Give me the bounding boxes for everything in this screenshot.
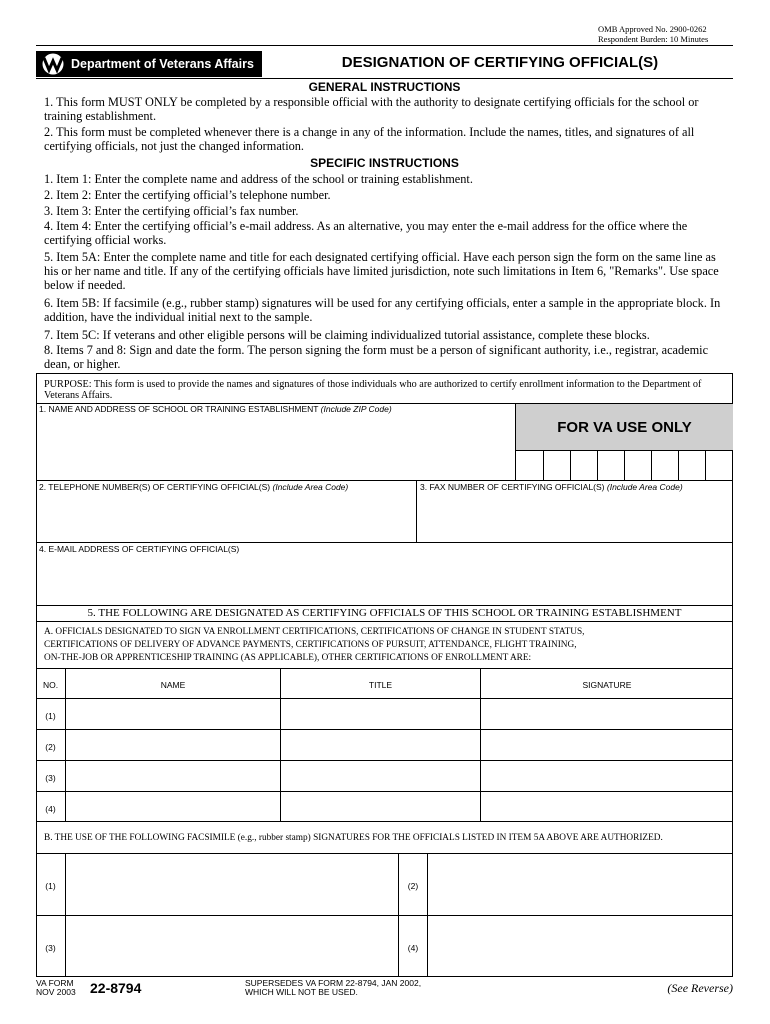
facsimile-signature-field[interactable] bbox=[66, 916, 398, 977]
omb-number: OMB Approved No. 2900-0262 bbox=[598, 24, 707, 34]
facsimile-signature-field[interactable] bbox=[66, 854, 398, 915]
form-title: DESIGNATION OF CERTIFYING OFFICIAL(S) bbox=[341, 54, 659, 71]
specific-instruction-4: 4. Item 4: Enter the certifying official’s e-mail address. As an alternative, you may enter the e-mail address for the office where the certifying official works. bbox=[44, 219, 688, 247]
specific-instruction-1: 1. Item 1: Enter the complete name and address of the school or training establishment. bbox=[44, 172, 473, 186]
specific-instruction-2: 2. Item 2: Enter the certifying official’s telephone number. bbox=[44, 188, 331, 202]
general-instructions-heading: GENERAL INSTRUCTIONS bbox=[308, 80, 461, 94]
row-number: (2) bbox=[45, 742, 56, 752]
facsimile-signature-field[interactable] bbox=[428, 854, 732, 915]
column-title: TITLE bbox=[368, 680, 393, 690]
omb-approval bbox=[598, 24, 708, 44]
section5-heading: 5. THE FOLLOWING ARE DESIGNATED AS CERTIFYING OFFICIALS OF THIS SCHOOL OR TRAINING ESTABLISHMENT bbox=[87, 607, 682, 619]
respondent-burden: Respondent Burden: 10 Minutes bbox=[598, 34, 709, 44]
specific-instructions-heading: SPECIFIC INSTRUCTIONS bbox=[310, 156, 459, 170]
facsimile-number: (4) bbox=[407, 943, 419, 953]
section5a-text: A. OFFICIALS DESIGNATED TO SIGN VA ENROLLMENT CERTIFICATIONS, CERTIFICATIONS OF CHANGE IN STUDENT STATUS, CERTIFICATIONS OF DELIVERY OF ADVANCE PAYMENTS, CERTIFICATIONS OF PURSUIT, ATTENDANCE, FLIGHT TRAINING, ON-THE-JOB OR APPRENTICESHIP TRAINING (AS APPLICABLE), OTHER CERTIFICATIONS OF ENROLLMENT ARE: bbox=[44, 627, 585, 663]
row-number: (4) bbox=[45, 804, 56, 814]
va-use-only-header: FOR VA USE ONLY bbox=[516, 404, 733, 451]
official-title-field[interactable] bbox=[281, 699, 480, 729]
facsimile-number: (3) bbox=[45, 943, 56, 953]
form-number: 22-8794 bbox=[90, 980, 142, 996]
official-name-field[interactable] bbox=[66, 699, 280, 729]
item4-label: 4. E-MAIL ADDRESS OF CERTIFYING OFFICIAL(S) bbox=[39, 544, 240, 554]
official-name-field[interactable] bbox=[66, 792, 280, 822]
facsimile-signature-field[interactable] bbox=[428, 916, 732, 977]
phone-field[interactable] bbox=[37, 490, 415, 542]
supersedes-note: SUPERSEDES VA FORM 22-8794, JAN 2002, WHICH WILL NOT BE USED. bbox=[245, 978, 422, 997]
official-title-field[interactable] bbox=[281, 730, 480, 760]
official-signature-field[interactable] bbox=[481, 761, 733, 791]
column-no: NO. bbox=[42, 680, 59, 690]
specific-instruction-7: 7. Item 5C: If veterans and other eligible persons will be claiming individualized tutorial assistance, complete these blocks. bbox=[44, 328, 650, 342]
row-number: (1) bbox=[45, 711, 56, 721]
specific-instruction-6: 6. Item 5B: If facsimile (e.g., rubber stamp) signatures will be used for any certifying officials, enter a sample in the appropriate block. In addition, have the individual initial next to the sample. bbox=[44, 296, 721, 324]
official-signature-field[interactable] bbox=[481, 792, 733, 822]
item2-label: 2. TELEPHONE NUMBER(S) OF CERTIFYING OFFICIAL(S) (Include Area Code) bbox=[39, 482, 349, 492]
agency-name: Department of Veterans Affairs bbox=[71, 57, 254, 71]
row-number: (3) bbox=[45, 773, 56, 783]
column-signature: SIGNATURE bbox=[582, 680, 632, 690]
official-name-field[interactable] bbox=[66, 730, 280, 760]
general-instruction-2: 2. This form must be completed whenever there is a change in any of the information. Include the names, titles, and signatures of all certifying officials, not just the changed information. bbox=[44, 125, 695, 153]
see-reverse: (See Reverse) bbox=[667, 981, 733, 995]
specific-instruction-8: 8. Items 7 and 8: Sign and date the form. The person signing the form must be a person of significant authority, i.e., registrar, academic dean, or higher. bbox=[44, 343, 709, 371]
official-signature-field[interactable] bbox=[481, 730, 733, 760]
fax-field[interactable] bbox=[417, 490, 732, 542]
specific-instruction-3: 3. Item 3: Enter the certifying official’s fax number. bbox=[44, 204, 299, 218]
official-name-field[interactable] bbox=[66, 761, 280, 791]
facsimile-number: (2) bbox=[407, 881, 419, 891]
official-signature-field[interactable] bbox=[481, 699, 733, 729]
form-id-label: VA FORM NOV 2003 bbox=[36, 978, 76, 997]
facsimile-number: (1) bbox=[45, 881, 56, 891]
purpose-text: PURPOSE: This form is used to provide the names and signatures of those individuals who are authorized to certify enrollment information to the Department of Veterans Affairs. bbox=[44, 379, 702, 401]
general-instruction-1: 1. This form MUST ONLY be completed by a responsible official with the authority to designate certifying officials for the school or training establishment. bbox=[44, 95, 699, 123]
va-seal-icon bbox=[40, 53, 66, 75]
official-title-field[interactable] bbox=[281, 792, 480, 822]
official-title-field[interactable] bbox=[281, 761, 480, 791]
specific-instruction-5: 5. Item 5A: Enter the complete name and title for each designated certifying official. Have each person sign the form on the same line as his or her name and title. If any of the certifying officials have limited jurisdiction, note such limitations in Item 6, "Remarks". Use space below if needed. bbox=[44, 250, 719, 292]
section5b-text: B. THE USE OF THE FOLLOWING FACSIMILE (e.g., rubber stamp) SIGNATURES FOR THE OFFICIALS LISTED IN ITEM 5A ABOVE ARE AUTHORIZED. bbox=[44, 833, 663, 843]
va-logo bbox=[36, 51, 262, 77]
item3-label: 3. FAX NUMBER OF CERTIFYING OFFICIAL(S) (Include Area Code) bbox=[420, 482, 683, 492]
item1-label: 1. NAME AND ADDRESS OF SCHOOL OR TRAINING ESTABLISHMENT (Include ZIP Code) bbox=[39, 404, 392, 414]
column-name: NAME bbox=[160, 680, 186, 690]
